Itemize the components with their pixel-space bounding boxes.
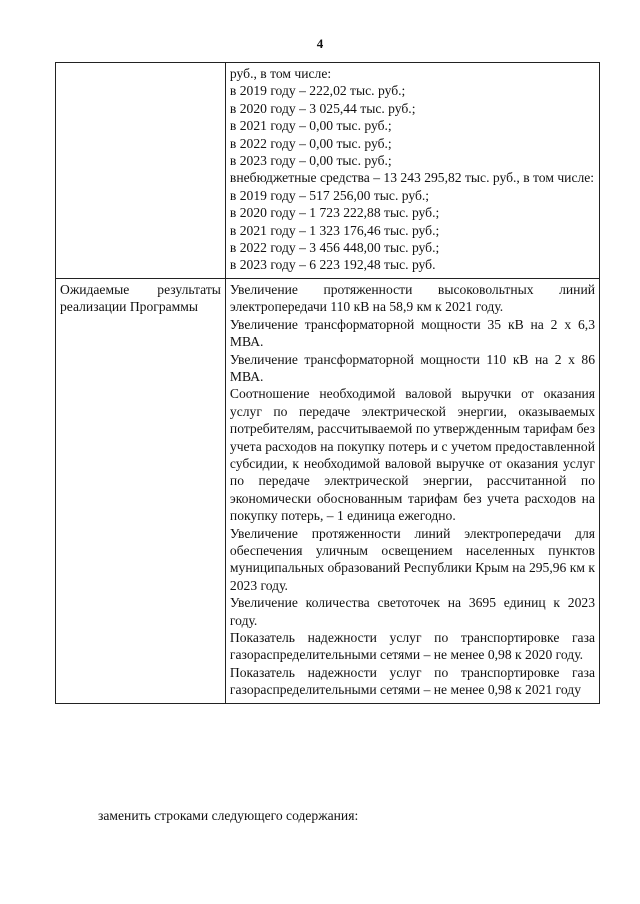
result-paragraph: Увеличение трансформаторной мощности 110 кВ на 2 х 86 МВА.: [229, 351, 595, 384]
replacement-instruction: заменить строками следующего содержания:: [98, 808, 359, 823]
funding-line: в 2019 году – 222,02 тыс. руб.;: [229, 83, 406, 99]
funding-line: в 2023 году – 0,00 тыс. руб.;: [229, 153, 392, 169]
table-row-results: [56, 278, 600, 703]
funding-line: в 2021 году – 0,00 тыс. руб.;: [229, 118, 392, 134]
funding-value-cell: [225, 63, 599, 279]
table-row-funding: [56, 63, 600, 279]
funding-line: руб., в том числе:: [229, 66, 332, 81]
funding-label-cell: [56, 63, 226, 279]
program-passport-table: [55, 62, 600, 704]
result-paragraph: Увеличение протяженности линий электропередачи для обеспечения уличным освещением населенных пунктов муниципальных образований Республики Крым на 295,96 км к 2023 году.: [229, 525, 595, 593]
result-paragraph: Увеличение количества светоточек на 3695 единиц к 2023 году.: [229, 595, 595, 628]
funding-line: в 2023 году – 6 223 192,48 тыс. руб.: [229, 257, 436, 273]
results-label-cell: [56, 278, 226, 703]
funding-line: в 2021 году – 1 323 176,46 тыс. руб.;: [229, 222, 440, 238]
funding-line: в 2022 году – 0,00 тыс. руб.;: [229, 135, 392, 151]
funding-line: в 2019 году – 517 256,00 тыс. руб.;: [229, 187, 430, 203]
result-paragraph: Увеличение протяженности высоковольтных линий электропередачи 110 кВ на 58,9 км к 2021 году.: [229, 281, 595, 315]
funding-line: внебюджетные средства – 13 243 295,82 тыс. руб., в том числе:: [229, 170, 595, 186]
page-number: 4: [316, 36, 324, 51]
result-paragraph: Показатель надежности услуг по транспортировке газа газораспределительными сетями – не менее 0,98 к 2020 году.: [229, 630, 595, 663]
funding-line: в 2020 году – 3 025,44 тыс. руб.;: [229, 100, 416, 116]
results-value-cell: [225, 278, 599, 703]
results-label: Ожидаемые результаты реализации Программы: [60, 281, 221, 315]
funding-line: в 2022 году – 3 456 448,00 тыс. руб.;: [229, 240, 440, 256]
result-paragraph: Соотношение необходимой валовой выручки от оказания услуг по передаче электрической энергии, оказываемых потребителям, рассчитываемой по утвержденным тарифам без учета расходов на покупку потерь и с учетом предоставленной субсидии, к необходимой валовой выручке от оказания услуг по передаче электрической энергии, рассчитанной по экономически обоснованным тарифам без учета расходов на покупку потерь, – 1 единица ежегодно.: [229, 386, 595, 524]
result-paragraph: Увеличение трансформаторной мощности 35 кВ на 2 х 6,3 МВА.: [229, 316, 595, 350]
result-paragraph: Показатель надежности услуг по транспортировке газа газораспределительными сетями – не менее 0,98 к 2021 году: [229, 664, 595, 698]
funding-line: в 2020 году – 1 723 222,88 тыс. руб.;: [229, 205, 440, 221]
